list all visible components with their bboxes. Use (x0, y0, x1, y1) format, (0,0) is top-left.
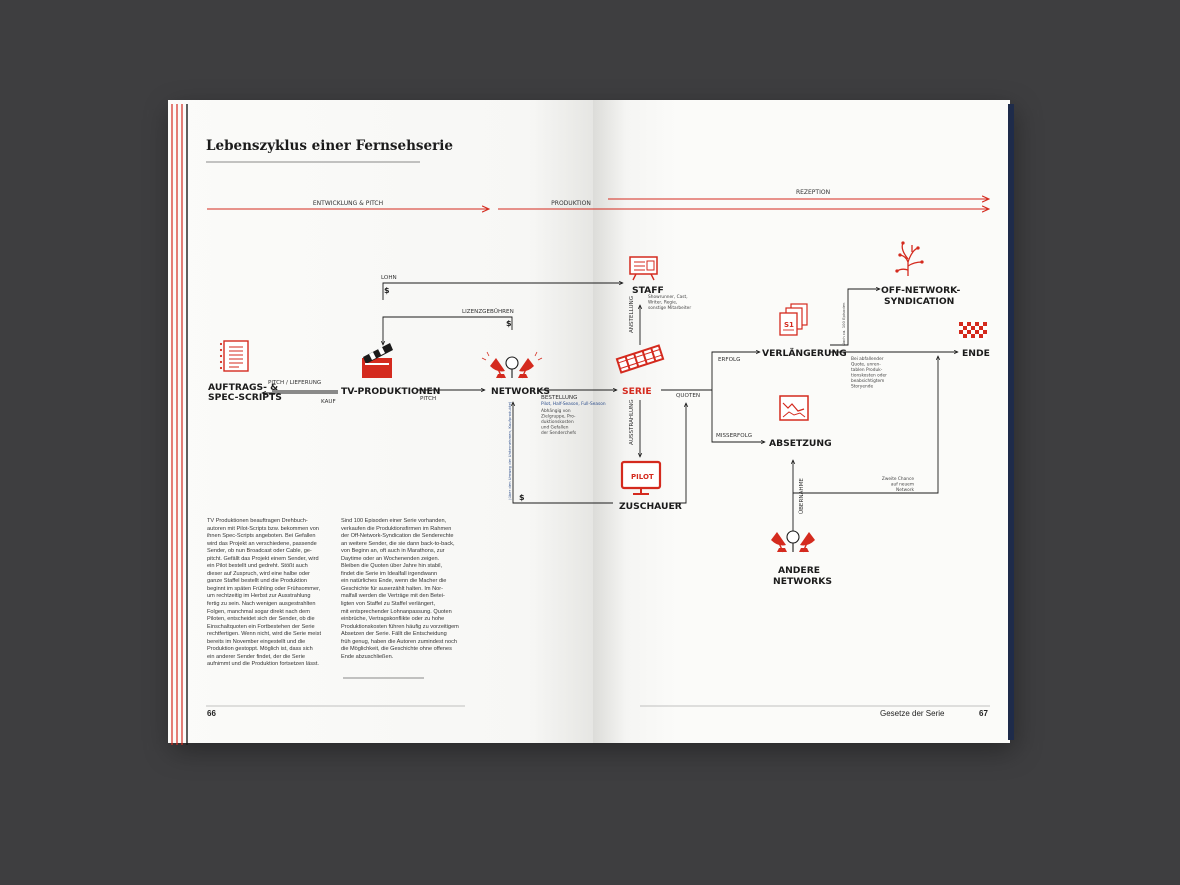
node-staff: STAFF (632, 285, 664, 296)
body-text-line: Daytime oder an Wochenenden zeigen. (341, 555, 440, 562)
label-uebernahme: ÜBERNAHME (799, 478, 805, 514)
arrow-quoten (674, 403, 686, 503)
satellite-dish-icon (482, 352, 542, 378)
body-text-line: ein natürliches Ende, wenn die Macher die (341, 578, 447, 585)
node-auftrags: AUFTRAGS- & (208, 382, 279, 393)
label-misserfolg: MISSERFOLG (716, 433, 753, 439)
label-ausstrahlung: AUSSTRAHLUNG (629, 399, 635, 445)
season-label: S1 (784, 321, 794, 329)
node-absetzung: ABSETZUNG (769, 438, 832, 449)
node-syndication: SYNDICATION (884, 296, 955, 307)
dollar-werbung: $ (519, 493, 525, 502)
body-text-line: Produktion gestoppt. Möglich ist, dass sich (207, 646, 313, 653)
body-text-line: Sind 100 Episoden einer Serie vorhanden, (341, 518, 447, 524)
body-text-column-2 (341, 518, 461, 661)
node-networks: NETWORKS (491, 386, 550, 397)
body-text-line: Piloten, entscheidet sich der Sender, ob die (207, 616, 315, 623)
node-andere-networks: NETWORKS (773, 576, 832, 587)
note-bestellung-3: duktionskosten (541, 420, 574, 425)
body-text-line: früh genug, haben die Autoren zumindest noch (341, 638, 457, 645)
note-ende-6: Storyende (851, 384, 874, 390)
page-number-right: 67 (979, 709, 988, 718)
note-staff-1: Showrunner, Cast, (648, 295, 688, 300)
body-text-line: ganze Staffel bestellt und die Produktion (207, 578, 308, 585)
note-chance-3: Network (896, 488, 914, 493)
declining-chart-icon (780, 396, 808, 420)
note-ende-1: Bei abfallender (851, 357, 884, 362)
note-ende-3: tablen Produk- (851, 368, 883, 373)
connectors (262, 283, 961, 538)
body-text-line: Folgen, manchmal sogar direkt nach dem (207, 608, 310, 615)
node-spec-scripts: SPEC-SCRIPTS (208, 392, 282, 403)
body-text-line: verkaufen die Produktionsfirmen im Rahmen (341, 525, 452, 532)
node-ende: ENDE (962, 348, 990, 359)
node-verlaengerung: VERLÄNGERUNG (762, 348, 847, 359)
note-ende-2: Quote, unren- (851, 362, 881, 368)
body-text-line: an weitere Sender, die sie dann back-to-back, (341, 540, 455, 547)
body-text-column-1 (207, 518, 327, 669)
body-text-line: aufnimmt und die Produktion fortsetzen lässt. (207, 661, 319, 668)
phase-label-reception: REZEPTION (795, 189, 831, 196)
body-text-line: die Möglichkeit, die Geschichte ohne offenes (341, 646, 452, 653)
label-bestellung: BESTELLUNG (541, 395, 578, 401)
label-erfolg: ERFOLG (718, 357, 741, 363)
body-text-line: rechtfertigen. Wenn nicht, wird die Serie meist (207, 631, 321, 638)
body-text-line: pitcht. Gefällt das Projekt einem Sender, wird (207, 555, 319, 562)
page-number-left: 66 (207, 709, 216, 718)
season-stack-icon (780, 304, 807, 335)
phase-label-development: ENTWICKLUNG & PITCH (312, 200, 384, 207)
body-text-line: ein Pilot bestellt und gedreht. Stößt auch (207, 563, 308, 570)
body-text-line: fertig zu sein. Nach wenigen ausgestrahlten (207, 601, 316, 608)
page-title: Lebenszyklus einer Fernsehserie (206, 138, 453, 154)
monitor-icon (630, 257, 657, 280)
node-zuschauer: ZUSCHAUER (619, 501, 682, 512)
body-text-line: Bleiben die Quoten über Jahre hin stabil, (341, 563, 443, 570)
body-text-line: von Beginn an, oft auch in Marathons, zur (341, 548, 445, 555)
arrow-syndication (830, 289, 880, 345)
body-text-line: Einschaltquoten ein Fortbestehen der Serie (207, 623, 315, 630)
body-text-line: ihnen Spec-Scripts angeboten. Bei Gefallen (207, 533, 316, 540)
body-text-line: bereits im November eingestellt und die (207, 638, 306, 645)
body-text-line: dieser auf Zuspruch, wird eine halbe oder (207, 570, 310, 577)
checkered-flag-icon (959, 322, 987, 340)
note-ende-5: beabsichtigtem (851, 379, 885, 384)
body-text-line: autoren mit Pilot-Scripts bzw. bekommen von (207, 525, 319, 532)
pilot-label: PILOT (631, 473, 654, 481)
note-episoden: Nach ca. 100 Episoden (841, 302, 846, 346)
node-serie: SERIE (622, 386, 652, 397)
note-chance-2: auf neuem (890, 482, 914, 488)
node-tv-produktionen: TV-PRODUKTIONEN (341, 386, 441, 397)
node-andere: ANDERE (778, 565, 821, 576)
note-werbung: (über den Umweg der Unternehmen, Kaufprodukte) (507, 401, 512, 500)
phase-label-production: PRODUKTION (551, 200, 591, 207)
label-quoten: QUOTEN (676, 393, 701, 399)
body-text-line: einbrüche, Vertragskonflikte oder zu hohe (341, 616, 445, 623)
body-text-line: beginnt im späten Frühling oder Frühsommer, (207, 585, 321, 592)
body-text-line: wird das Projekt an verschiedene, passende (207, 540, 317, 547)
script-pages-icon (220, 341, 248, 371)
note-bestellung-2: Zielgruppe, Pro- (541, 414, 576, 420)
body-text-line: um rechtzeitig im Herbst zur Ausstrahlung (207, 593, 311, 600)
dollar-lizenz: $ (506, 319, 512, 328)
body-text-line: mit entsprechender Lohnanpassung. Quoten (341, 608, 452, 615)
body-text-line: ein anderer Sender findet, der die Serie (207, 653, 305, 660)
label-lizenz: LIZENZGEBÜHREN (462, 309, 514, 315)
film-strip-icon (617, 346, 663, 373)
body-text-line: Absetzen der Serie. Fällt die Entscheidung (341, 631, 447, 638)
dollar-lohn: $ (384, 286, 390, 295)
note-ende-4: tionskosten oder (851, 373, 887, 379)
label-lohn: LOHN (381, 275, 397, 281)
body-text-line: Geschichte für auserzählt halten. Im Nor- (341, 585, 443, 592)
branching-tree-icon (896, 242, 923, 276)
other-networks-icon (771, 531, 815, 552)
note-bestellung-sub: Pilot, Half-Season, Full-Season (541, 402, 606, 407)
arrow-lizenz (383, 317, 512, 345)
body-text-line: der Off-Network-Syndication die Senderechte (341, 533, 454, 540)
label-kauf: KAUF (321, 399, 336, 405)
note-bestellung-5: der Senderchefs (541, 431, 577, 436)
body-text-line: ligten von Staffel zu Staffel verlängert, (341, 601, 436, 608)
body-text-line: TV Produktionen beauftragen Drehbuch- (207, 518, 308, 524)
body-text-line: Sender, ob nun Broadcast oder Cable, ge- (207, 548, 312, 555)
running-footer: Gesetze der Serie (880, 709, 945, 718)
note-bestellung-1: Abhängig von (541, 409, 571, 414)
arrow-lohn (383, 283, 623, 300)
label-pitch: PITCH (420, 396, 437, 402)
body-text-line: Produktionskosten führen häufig zu vorzeitigem (341, 623, 459, 630)
clapperboard-icon (362, 343, 393, 378)
note-bestellung-4: und Gefallen (541, 425, 569, 431)
body-text-line: Ende abzuschließen. (341, 653, 394, 660)
note-staff-3: sonstige Mitarbeiter (648, 306, 692, 311)
note-chance-1: Zweite Chance (881, 477, 914, 482)
body-text-line: findet die Serie im Idealfall irgendwann (341, 570, 438, 577)
node-off-network: OFF-NETWORK- (881, 285, 961, 296)
label-anstellung: ANSTELLUNG (629, 295, 635, 333)
timeline (207, 189, 989, 209)
note-staff-2: Writer, Regie, (648, 300, 678, 306)
body-text-line: malfall werden die Verträge mit den Betei- (341, 593, 445, 600)
label-pitch-lieferung: PITCH / LIEFERUNG (268, 380, 322, 386)
